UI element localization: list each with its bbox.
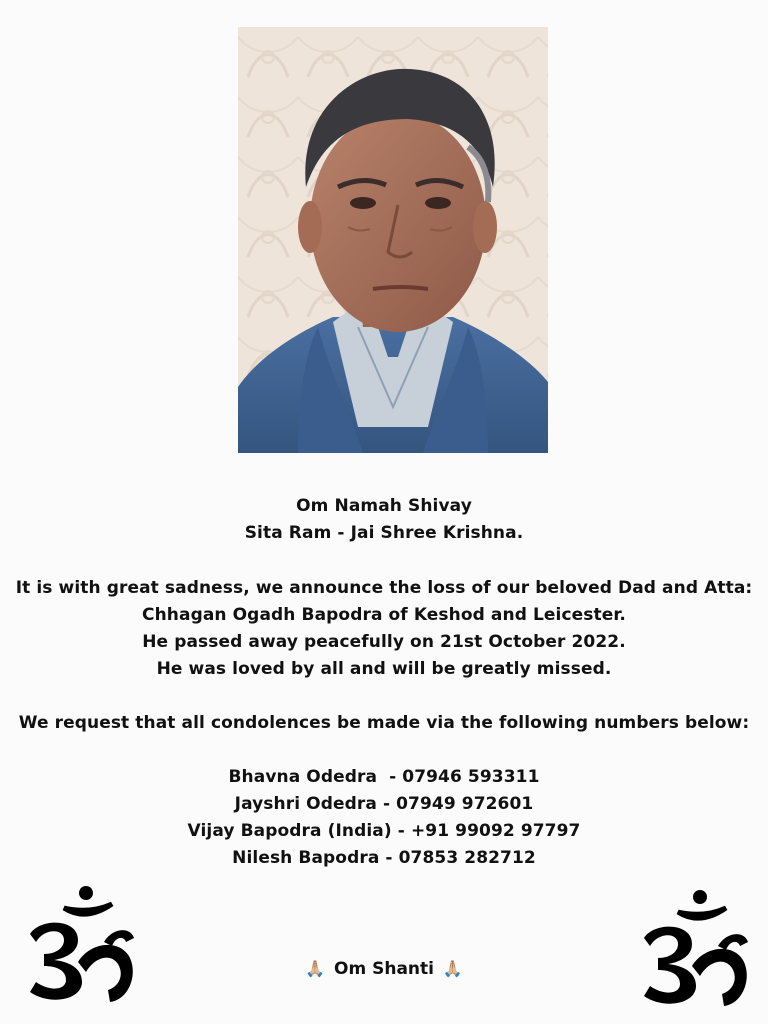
contact-item: Vijay Bapodra (India) - +91 99092 97797 (187, 821, 581, 841)
announcement-line: He passed away peacefully on 21st October 2022. (142, 632, 626, 652)
om-shanti-text: Om Shanti (334, 959, 434, 979)
condolence-request (0, 710, 768, 737)
announcement (0, 575, 768, 683)
announcement-line: It is with great sadness, we announce the loss of our beloved Dad and Atta: (15, 578, 753, 598)
greeting-line-2: Sita Ram - Jai Shree Krishna. (244, 523, 524, 543)
om-shanti-footer (0, 955, 768, 983)
om-symbol-icon (634, 886, 752, 1008)
announcement-line: Chhagan Ogadh Bapodra of Keshod and Leicester. (142, 605, 626, 625)
contact-item: Nilesh Bapodra - 07853 282712 (232, 848, 536, 868)
praying-hands-icon: 🙏🏼 (305, 959, 326, 978)
contact-item: Jayshri Odedra - 07949 972601 (234, 794, 534, 814)
portrait-photo (238, 27, 548, 453)
om-symbol-icon (20, 882, 138, 1004)
greeting-line-1: Om Namah Shivay (296, 496, 472, 516)
request-text: We request that all condolences be made via the following numbers below: (18, 713, 750, 733)
greeting (0, 493, 768, 547)
praying-hands-icon: 🙏🏼 (442, 959, 463, 978)
contact-item: Bhavna Odedra - 07946 593311 (228, 767, 540, 787)
announcement-line: He was loved by all and will be greatly missed. (156, 659, 612, 679)
portrait-illustration (238, 27, 548, 453)
contact-list (0, 764, 768, 872)
